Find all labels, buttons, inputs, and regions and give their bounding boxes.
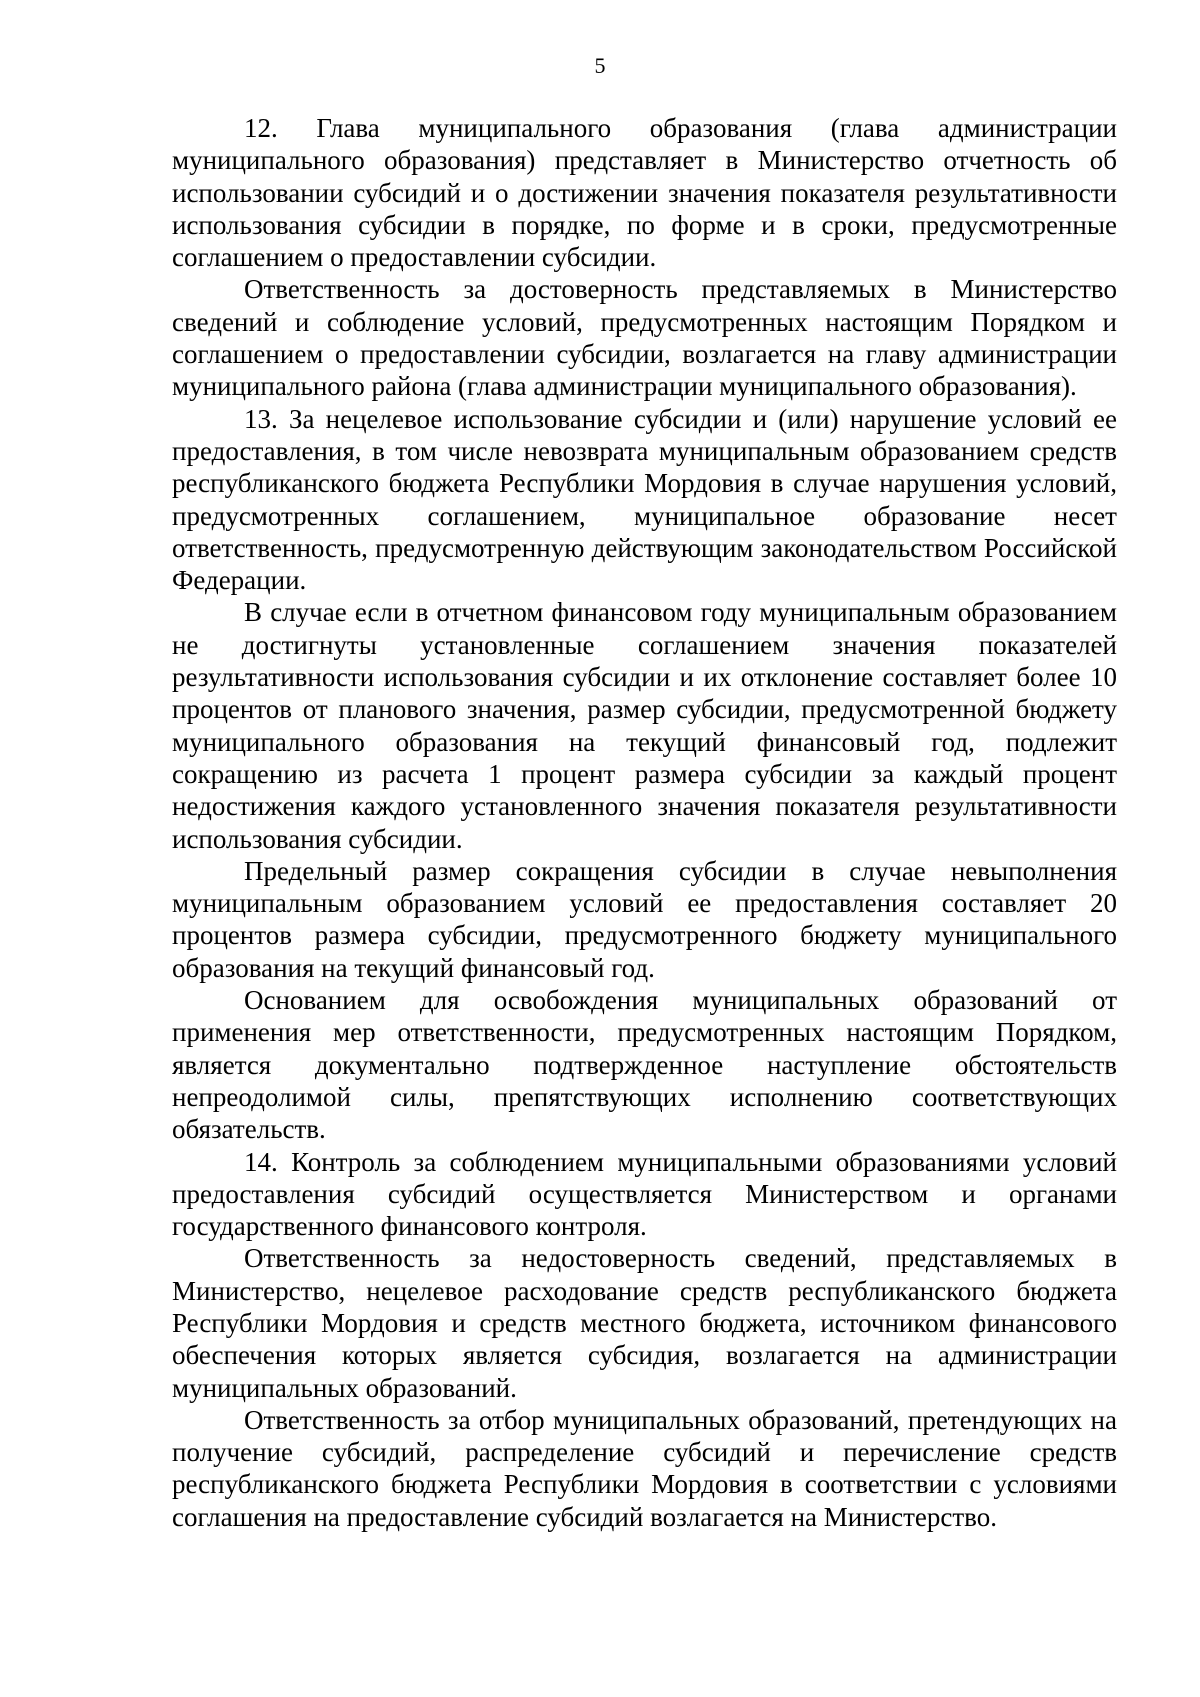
paragraph-12: 12. Глава муниципального образования (глава администрации муниципального образования) представляет в Министерство отчетность об использовании субсидий и о достижении значения показателя результативности использования субсидии в порядке, по форме и в сроки, предусмотренные соглашением о предоставлении субсидии. (172, 113, 1117, 273)
paragraph-responsibility-reporting: Ответственность за достоверность представляемых в Министерство сведений и соблюдение условий, предусмотренных настоящим Порядком и соглашением о предоставлении субсидии, возлагается на главу администрации муниципального района (глава администрации муниципального образования). (172, 274, 1117, 402)
paragraph-responsibility-misuse: Ответственность за недостоверность сведений, представляемых в Министерство, нецелевое расходование средств республиканского бюджета Республики Мордовия и средств местного бюджета, источником финансового обеспечения которых является субсидия, возлагается на администрации муниципальных образований. (172, 1243, 1117, 1403)
paragraph-force-majeure: Основанием для освобождения муниципальных образований от применения мер ответственности, предусмотренных настоящим Порядком, является документально подтвержденное наступление обстоятельств непреодолимой силы, препятствующих исполнению соответствующих обязательств. (172, 985, 1117, 1145)
document-body (172, 112, 1117, 1533)
paragraph-13: 13. За нецелевое использование субсидии и (или) нарушение условий ее предоставления, в том числе невозврата муниципальным образованием средств республиканского бюджета Республики Мордовия в случае нарушения условий, предусмотренных соглашением, муниципальное образование несет ответственность, предусмотренную действующим законодательством Российской Федерации. (172, 403, 1117, 596)
paragraph-reduction-limit: Предельный размер сокращения субсидии в случае невыполнения муниципальным образованием условий ее предоставления составляет 20 процентов размера субсидии, предусмотренного бюджету муниципального образования на текущий финансовый год. (172, 855, 1117, 983)
page-number: 5 (594, 53, 606, 78)
paragraph-reduction-rule: В случае если в отчетном финансовом году муниципальным образованием не достигнуты установленные соглашением значения показателей результативности использования субсидии и их отклонение составляет более 10 процентов от планового значения, размер субсидии, предусмотренной бюджету муниципального образования на текущий финансовый год, подлежит сокращению из расчета 1 процент размера субсидии за каждый процент недостижения каждого установленного значения показателя результативности использования субсидии. (172, 597, 1117, 854)
paragraph-14: 14. Контроль за соблюдением муниципальными образованиями условий предоставления субсидий осуществляется Министерством и органами государственного финансового контроля. (172, 1146, 1117, 1242)
paragraph-responsibility-selection: Ответственность за отбор муниципальных образований, претендующих на получение субсидий, распределение субсидий и перечисление средств республиканского бюджета Республики Мордовия в соответствии с условиями соглашения на предоставление субсидий возлагается на Министерство. (172, 1404, 1117, 1532)
